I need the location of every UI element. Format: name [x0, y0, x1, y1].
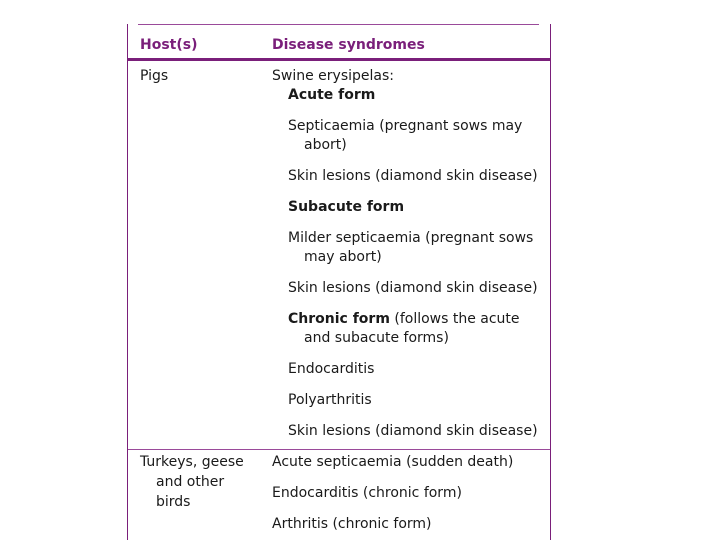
- row-divider: [128, 449, 550, 450]
- chronic-item-1: Endocarditis: [288, 361, 375, 377]
- bird-item-2: Endocarditis (chronic form): [272, 485, 462, 501]
- subacute-item-1-line-1: Milder septicaemia (pregnant sows: [288, 230, 534, 246]
- host-pigs: Pigs: [140, 68, 169, 84]
- host-birds-line-2: and other: [156, 474, 225, 490]
- host-birds-line-3: birds: [156, 494, 191, 510]
- bird-item-3: Arthritis (chronic form): [272, 516, 432, 532]
- chronic-form-line-2: and subacute forms): [304, 330, 449, 346]
- subacute-item-2: Skin lesions (diamond skin disease): [288, 280, 538, 296]
- host-birds-line-1: Turkeys, geese: [140, 454, 244, 470]
- bird-item-1: Acute septicaemia (sudden death): [272, 454, 514, 470]
- table-header: [128, 36, 550, 60]
- subacute-form-title: Subacute form: [288, 199, 405, 215]
- disease-table: [127, 24, 551, 540]
- chronic-form-line-1: [288, 309, 520, 329]
- acute-item-1-line-2: abort): [304, 137, 347, 153]
- chronic-form-note: (follows the acute: [389, 311, 520, 327]
- header-rule: [128, 58, 550, 61]
- chronic-item-2: Polyarthritis: [288, 392, 372, 408]
- acute-item-2: Skin lesions (diamond skin disease): [288, 168, 538, 184]
- chronic-form-title: Chronic form: [288, 311, 390, 327]
- disease-column-header: Disease syndromes: [272, 37, 425, 53]
- host-column-header: Host(s): [140, 37, 198, 53]
- acute-item-1-line-1: Septicaemia (pregnant sows may: [288, 118, 523, 134]
- subacute-item-1-line-2: may abort): [304, 249, 382, 265]
- acute-form-title: Acute form: [288, 87, 376, 103]
- chronic-item-3: Skin lesions (diamond skin disease): [288, 423, 538, 439]
- swine-erysipelas-intro: Swine erysipelas:: [272, 68, 394, 84]
